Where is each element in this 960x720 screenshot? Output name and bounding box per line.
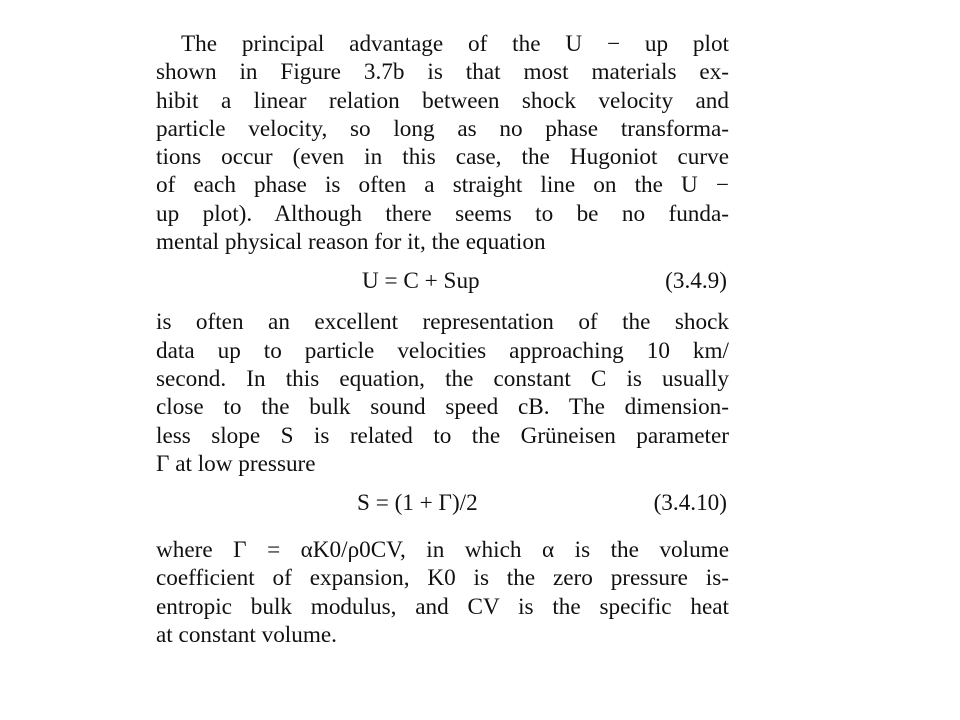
text-line: of each phase is often a straight line on the U − (156, 172, 729, 199)
text-line: shown in Figure 3.7b is that most materials ex- (156, 59, 729, 86)
paragraph-2 (156, 308, 729, 478)
text-line: particle velocity, so long as no phase transforma- (156, 115, 729, 142)
text-line: up plot). Although there seems to be no funda- (156, 200, 729, 227)
text-line: at constant volume. (156, 622, 337, 649)
text-line: tions occur (even in this case, the Hugoniot curve (156, 144, 729, 171)
text-line: close to the bulk sound speed cB. The dimension- (156, 394, 729, 421)
text-line: hibit a linear relation between shock velocity and (156, 87, 729, 114)
text-line: The principal advantage of the U − up plot (181, 31, 729, 57)
equation-number: (3.4.10) (653, 490, 727, 517)
text-line: second. In this equation, the constant C is usually (156, 365, 729, 392)
equation-3-4-9 (156, 258, 729, 308)
equation-3-4-10 (156, 480, 729, 536)
equation-expression: U = C + Sup (362, 268, 480, 295)
text-line: less slope S is related to the Grüneisen parameter (156, 422, 729, 449)
paragraph-3 (156, 536, 729, 649)
text-line: Γ at low pressure (156, 450, 316, 477)
equation-number: (3.4.9) (665, 268, 727, 295)
text-line: mental physical reason for it, the equation (156, 229, 546, 256)
text-line: where Γ = αK0/ρ0CV, in which α is the volume (156, 537, 729, 564)
text-line: data up to particle velocities approaching 10 km/ (156, 337, 729, 364)
equation-expression: S = (1 + Γ)/2 (357, 490, 478, 517)
text-line: entropic bulk modulus, and CV is the specific heat (156, 593, 729, 620)
text-line: coefficient of expansion, K0 is the zero pressure is- (156, 565, 729, 592)
paragraph-1 (156, 30, 729, 256)
text-column (156, 30, 729, 649)
text-line: is often an excellent representation of the shock (156, 309, 729, 336)
